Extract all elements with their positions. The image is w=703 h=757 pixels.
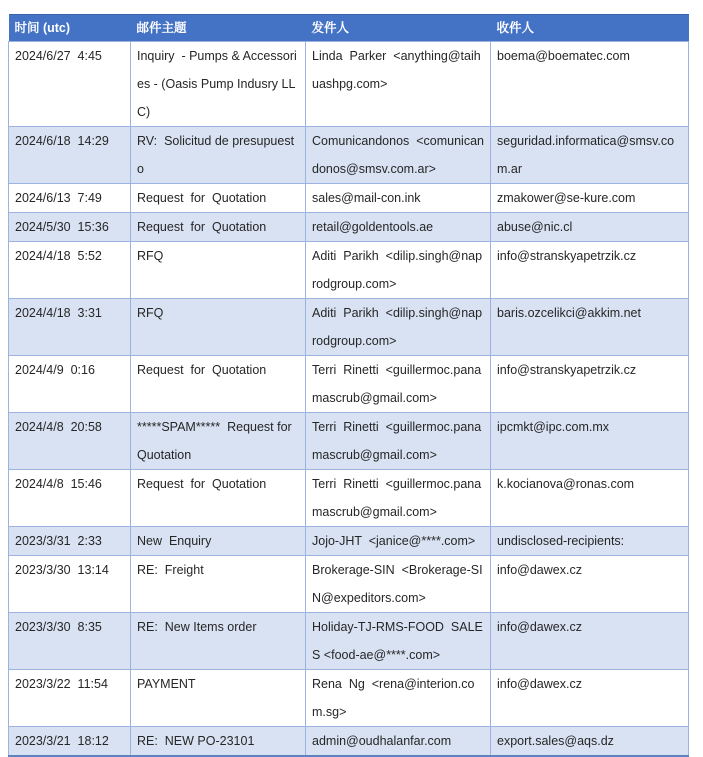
table-row xyxy=(9,527,689,556)
table-row xyxy=(9,242,689,299)
cell-sender: retail@goldentools.ae xyxy=(306,213,491,242)
cell-sender: Aditi Parikh <dilip.singh@naprodgroup.com> xyxy=(306,242,491,299)
cell-subject: New Enquiry xyxy=(131,527,306,556)
cell-sender: Linda Parker <anything@taihuashpg.com> xyxy=(306,42,491,127)
cell-recipient: undisclosed-recipients: xyxy=(491,527,689,556)
cell-time: 2024/6/27 4:45 xyxy=(9,42,131,127)
table-row xyxy=(9,184,689,213)
cell-sender: sales@mail-con.ink xyxy=(306,184,491,213)
table-row xyxy=(9,470,689,527)
table-row xyxy=(9,556,689,613)
table-row xyxy=(9,299,689,356)
cell-subject: Inquiry - Pumps & Accessories - (Oasis Pump Indusry LLC) xyxy=(131,42,306,127)
table-row xyxy=(9,213,689,242)
cell-sender: Rena Ng <rena@interion.com.sg> xyxy=(306,670,491,727)
column-header-time: 时间 (utc) xyxy=(9,15,131,42)
cell-time: 2024/4/8 20:58 xyxy=(9,413,131,470)
cell-time: 2024/4/8 15:46 xyxy=(9,470,131,527)
table-header-row xyxy=(9,15,689,42)
cell-recipient: ipcmkt@ipc.com.mx xyxy=(491,413,689,470)
table-row xyxy=(9,356,689,413)
column-header-recipient: 收件人 xyxy=(491,15,689,42)
table-row xyxy=(9,613,689,670)
cell-subject: Request for Quotation xyxy=(131,213,306,242)
cell-recipient: info@stranskyapetrzik.cz xyxy=(491,356,689,413)
email-table xyxy=(8,14,689,757)
cell-subject: Request for Quotation xyxy=(131,356,306,413)
cell-recipient: baris.ozcelikci@akkim.net xyxy=(491,299,689,356)
cell-sender: Comunicandonos <comunicandonos@smsv.com.ar> xyxy=(306,127,491,184)
table-row xyxy=(9,670,689,727)
cell-sender: Jojo-JHT <janice@****.com> xyxy=(306,527,491,556)
cell-time: 2023/3/21 18:12 xyxy=(9,727,131,757)
cell-recipient: info@dawex.cz xyxy=(491,613,689,670)
cell-subject: Request for Quotation xyxy=(131,470,306,527)
column-header-sender: 发件人 xyxy=(306,15,491,42)
cell-sender: Brokerage-SIN <Brokerage-SIN@expeditors.com> xyxy=(306,556,491,613)
column-header-subject: 邮件主题 xyxy=(131,15,306,42)
cell-recipient: info@dawex.cz xyxy=(491,556,689,613)
cell-subject: RFQ xyxy=(131,299,306,356)
cell-sender: admin@oudhalanfar.com xyxy=(306,727,491,757)
cell-time: 2024/4/18 3:31 xyxy=(9,299,131,356)
cell-sender: Terri Rinetti <guillermoc.panamascrub@gmail.com> xyxy=(306,356,491,413)
cell-subject: RE: Freight xyxy=(131,556,306,613)
cell-recipient: export.sales@aqs.dz xyxy=(491,727,689,757)
cell-sender: Terri Rinetti <guillermoc.panamascrub@gmail.com> xyxy=(306,470,491,527)
cell-time: 2023/3/30 8:35 xyxy=(9,613,131,670)
table-row xyxy=(9,127,689,184)
cell-subject: RE: New Items order xyxy=(131,613,306,670)
cell-sender: Aditi Parikh <dilip.singh@naprodgroup.com> xyxy=(306,299,491,356)
cell-subject: Request for Quotation xyxy=(131,184,306,213)
cell-time: 2023/3/22 11:54 xyxy=(9,670,131,727)
cell-subject: PAYMENT xyxy=(131,670,306,727)
cell-sender: Terri Rinetti <guillermoc.panamascrub@gmail.com> xyxy=(306,413,491,470)
cell-time: 2024/4/9 0:16 xyxy=(9,356,131,413)
cell-recipient: info@stranskyapetrzik.cz xyxy=(491,242,689,299)
cell-subject: *****SPAM***** Request for Quotation xyxy=(131,413,306,470)
cell-subject: RFQ xyxy=(131,242,306,299)
cell-subject: RE: NEW PO-23101 xyxy=(131,727,306,757)
cell-recipient: seguridad.informatica@smsv.com.ar xyxy=(491,127,689,184)
cell-time: 2024/6/18 14:29 xyxy=(9,127,131,184)
cell-time: 2024/4/18 5:52 xyxy=(9,242,131,299)
cell-recipient: k.kocianova@ronas.com xyxy=(491,470,689,527)
cell-time: 2023/3/30 13:14 xyxy=(9,556,131,613)
table-row xyxy=(9,727,689,757)
cell-recipient: zmakower@se-kure.com xyxy=(491,184,689,213)
table-row xyxy=(9,42,689,127)
cell-time: 2024/5/30 15:36 xyxy=(9,213,131,242)
cell-recipient: info@dawex.cz xyxy=(491,670,689,727)
cell-time: 2023/3/31 2:33 xyxy=(9,527,131,556)
cell-sender: Holiday-TJ-RMS-FOOD SALES <food-ae@****.com> xyxy=(306,613,491,670)
table-row xyxy=(9,413,689,470)
cell-time: 2024/6/13 7:49 xyxy=(9,184,131,213)
cell-subject: RV: Solicitud de presupuesto xyxy=(131,127,306,184)
cell-recipient: boema@boematec.com xyxy=(491,42,689,127)
cell-recipient: abuse@nic.cl xyxy=(491,213,689,242)
